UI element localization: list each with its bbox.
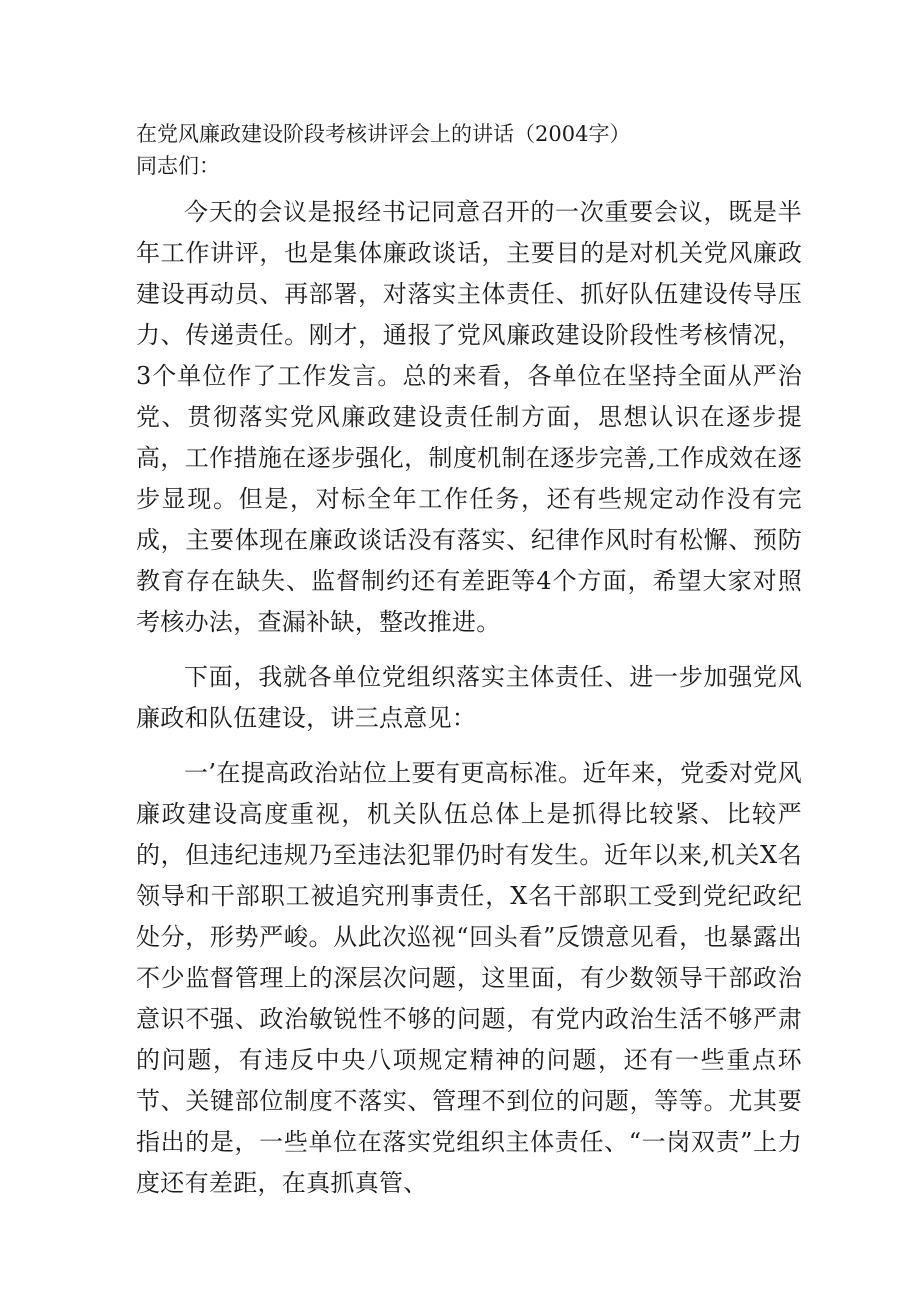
paragraph-point-one: 一’在提高政治站位上要有更高标准。近年来，党委对党风廉政建设高度重视，机关队伍总体上是抓得比较紧、比较严的，但违纪违规乃至违法犯罪仍时有发生。近年以来,机关X名领导和干部职工被追究刑事责任，X名干部职工受到党纪政纪处分，形势严峻。从此次巡视“回头看”反馈意见看，也暴露出不少监督管理上的深层次问题，这里面，有少数领导干部政治意识不强、政治敏锐性不够的问题，有党内政治生活不够严肃的问题，有违反中央八项规定精神的问题，还有一些重点环节、关键部位制度不落实、管理不到位的问题，等等。尤其要指出的是，一些单位在落实党组织主体责任、“一岗双责”上力度还有差距，在真抓真管、 <box>136 759 802 1197</box>
document-title: 在党风廉政建设阶段考核讲评会上的讲话（2004字） <box>136 122 631 146</box>
paragraph-transition: 下面，我就各单位党组织落实主体责任、进一步加强党风廉政和队伍建设，讲三点意见： <box>136 663 802 732</box>
paragraph-opening: 今天的会议是报经书记同意召开的一次重要会议，既是半年工作讲评，也是集体廉政谈话，主要目的是对机关党风廉政建设再动员、再部署，对落实主体责任、抓好队伍建设传导压力、传递责任。刚才，通报了党风廉政建设阶段性考核情况，3个单位作了工作发言。总的来看，各单位在坚持全面从严治党、贯彻落实党风廉政建设责任制方面，思想认识在逐步提高，工作措施在逐步强化，制度机制在逐步完善,工作成效在逐步显现。但是，对标全年工作任务，还有些规定动作没有完成，主要体现在廉政谈话没有落实、纪律作风时有松懈、预防教育存在缺失、监督制约还有差距等4个方面，希望大家对照考核办法，查漏补缺，整改推进。 <box>136 198 802 636</box>
salutation: 同志们： <box>136 154 220 178</box>
